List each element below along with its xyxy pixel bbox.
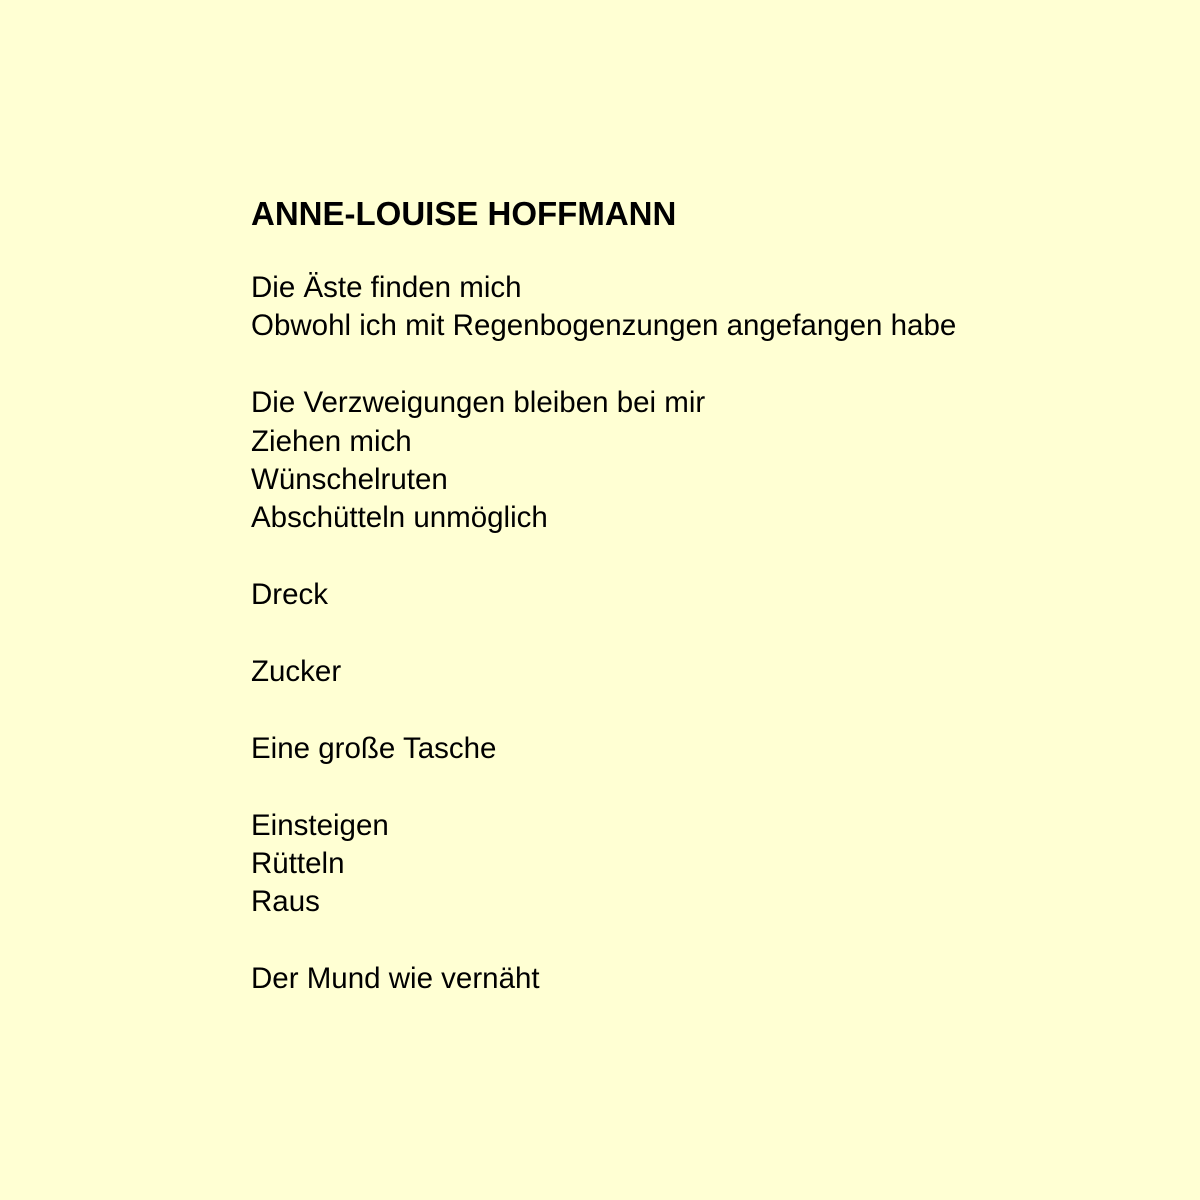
poem-body [251,269,1151,999]
poem-line: Zucker [251,655,342,689]
poem-line: Abschütteln unmöglich [251,501,548,535]
poem-line: Wünschelruten [251,463,448,497]
poem-line: Die Äste finden mich [251,271,522,304]
poem-line: Rütteln [251,847,345,881]
stanza [251,576,1151,614]
poem-content [251,192,1151,1037]
stanza [251,960,1151,998]
poem-line: Die Verzweigungen bleiben bei mir [251,386,706,420]
stanza [251,269,1151,346]
poem-line: Ziehen mich [251,424,412,458]
poem-line: Raus [251,885,320,919]
stanza [251,730,1151,768]
poem-line: Dreck [251,578,329,612]
stanza [251,807,1151,922]
poem-line: Einsteigen [251,808,389,842]
stanza [251,653,1151,691]
stanza [251,384,1151,538]
poem-line: Obwohl ich mit Regenbogenzungen angefangen habe [251,309,957,343]
poem-line: Eine große Tasche [251,731,497,765]
author-name: ANNE-LOUISE HOFFMANN [251,195,677,232]
poem-line: Der Mund wie vernäht [251,962,540,996]
